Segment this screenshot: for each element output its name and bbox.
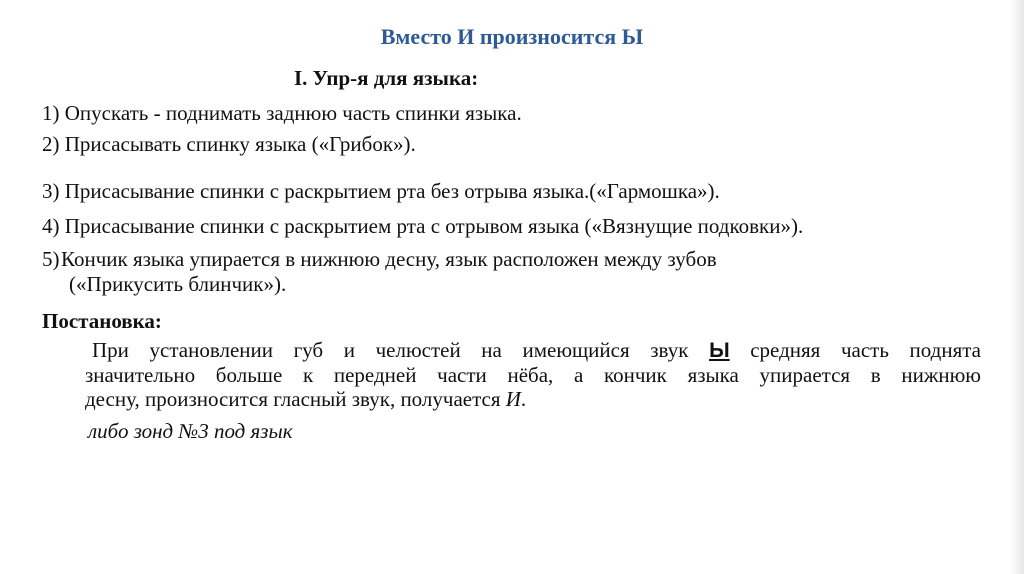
exercise-item-5-line1: Кончик языка упирается в нижнюю десну, язык расположен между зубов [61, 247, 717, 271]
section-heading: I. Упр-я для языка: [294, 66, 479, 90]
exercise-item-4: 4) Присасывание спинки с раскрытием рта с отрывом языка («Вязнущие подковки»). [42, 214, 804, 238]
postanovka-paragraph [85, 338, 981, 411]
postanovka-heading: Постановка: [42, 309, 162, 333]
probe-note: либо зонд №3 под язык [88, 419, 293, 443]
paragraph-line-3-text: десну, произносится гласный звук, получается [85, 387, 506, 411]
slide-shadow-edge [1010, 0, 1024, 574]
paragraph-part1: При установлении губ и челюстей на имеющийся звук [92, 338, 710, 362]
result-sound-i: И [505, 387, 521, 411]
paragraph-line-3 [85, 387, 981, 411]
exercise-item-3: 3) Присасывание спинки с раскрытием рта без отрыва языка.(«Гармошка»). [42, 179, 720, 203]
exercise-item-1: 1) Опускать - поднимать заднюю часть спинки языка. [42, 101, 522, 125]
exercise-item-5-line2: («Прикусить блинчик»). [69, 272, 287, 296]
paragraph-line-2: значительно больше к передней части нёба, а кончик языка упирается в нижнюю [85, 363, 981, 387]
exercise-item-5 [42, 247, 717, 296]
exercise-item-5-number: 5) [42, 247, 60, 271]
slide-title: Вместо И произносится Ы [380, 24, 644, 49]
exercise-item-2: 2) Присасывать спинку языка («Грибок»). [42, 132, 416, 156]
sound-letter-y: Ы [709, 339, 730, 362]
paragraph-end: . [520, 387, 527, 411]
paragraph-part2: средняя часть поднята [729, 338, 981, 362]
paragraph-line-1 [85, 338, 981, 363]
